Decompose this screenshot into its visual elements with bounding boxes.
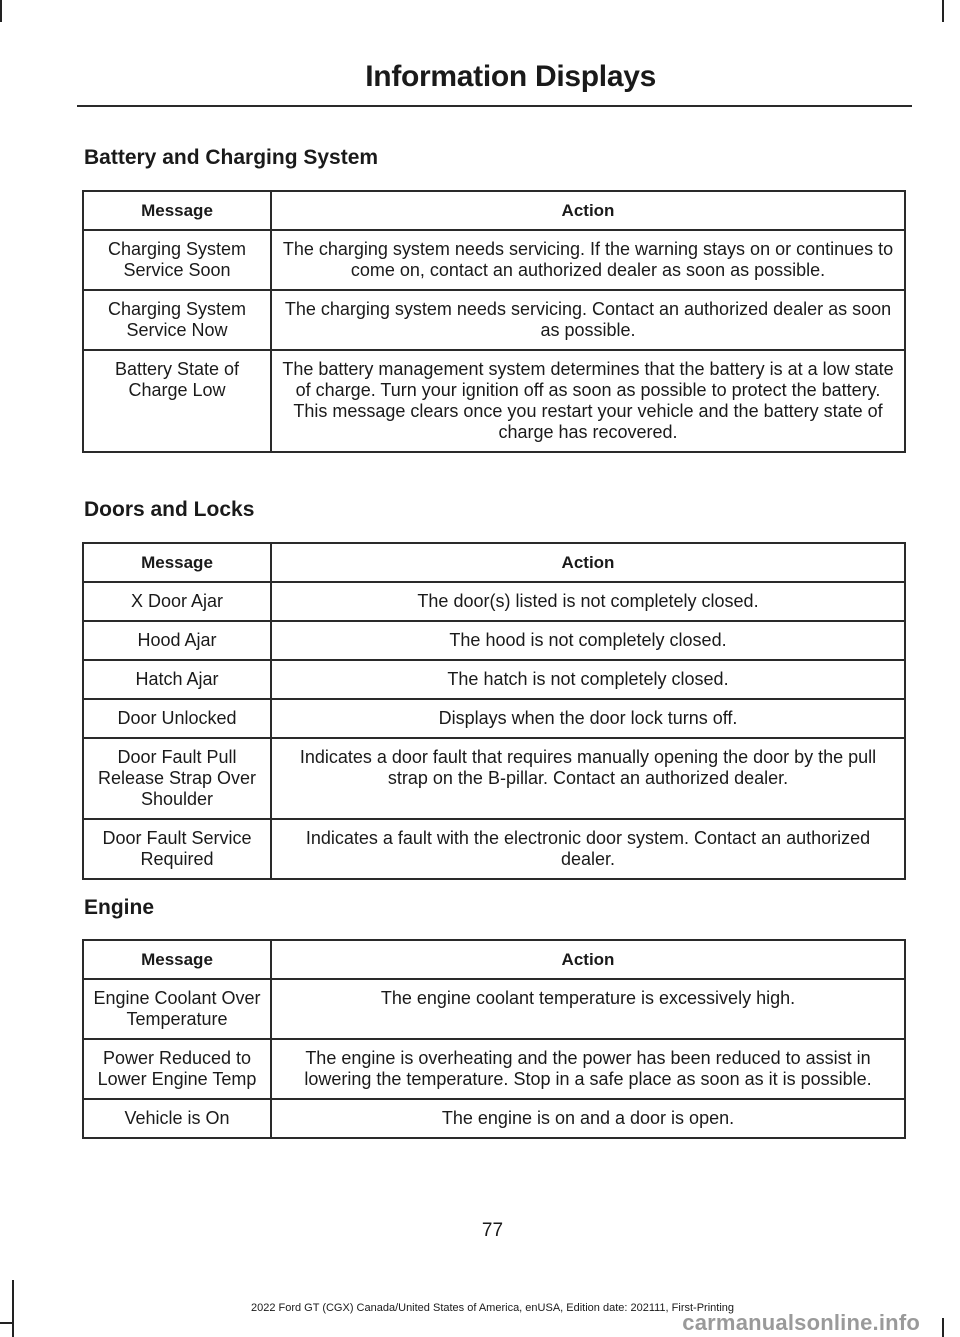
- message-cell: Charging System Service Soon: [83, 230, 271, 290]
- table-row: [83, 1039, 905, 1099]
- action-cell: The charging system needs servicing. Contact an authorized dealer as soon as possible.: [271, 290, 905, 350]
- table-row: [83, 979, 905, 1039]
- message-cell: Vehicle is On: [83, 1099, 271, 1138]
- message-cell: Hatch Ajar: [83, 660, 271, 699]
- action-cell: The engine coolant temperature is excessively high.: [271, 979, 905, 1039]
- table-row: [83, 819, 905, 879]
- action-cell: The engine is overheating and the power has been reduced to assist in lowering the temperature. Stop in a safe place as soon as it is possible.: [271, 1039, 905, 1099]
- column-header-message: Message: [83, 940, 271, 979]
- action-cell: The hood is not completely closed.: [271, 621, 905, 660]
- table-row: [83, 621, 905, 660]
- section-heading-battery: Battery and Charging System: [84, 146, 379, 169]
- page-number: 77: [481, 1220, 504, 1241]
- action-cell: The door(s) listed is not completely closed.: [271, 582, 905, 621]
- table-row: [83, 230, 905, 290]
- message-cell: Door Fault Service Required: [83, 819, 271, 879]
- table-row: [83, 699, 905, 738]
- edition-footer: 2022 Ford GT (CGX) Canada/United States of America, enUSA, Edition date: 202111, First-Printing: [250, 1302, 735, 1314]
- battery-charging-table: [82, 190, 906, 453]
- watermark: carmanualsonline.info: [682, 1310, 920, 1335]
- table-row: [83, 738, 905, 819]
- action-cell: The engine is on and a door is open.: [271, 1099, 905, 1138]
- message-cell: Engine Coolant Over Temperature: [83, 979, 271, 1039]
- crop-mark-bottom-right: [942, 1318, 944, 1337]
- section-heading-doors: Doors and Locks: [84, 498, 255, 521]
- action-cell: The battery management system determines that the battery is at a low state of charge. Turn your ignition off as soon as possible to protect the battery. This message clears once you restart your vehicle and the battery state of charge has recovered.: [271, 350, 905, 452]
- message-cell: Power Reduced to Lower Engine Temp: [83, 1039, 271, 1099]
- table-row: [83, 582, 905, 621]
- action-cell: The hatch is not completely closed.: [271, 660, 905, 699]
- message-cell: Door Unlocked: [83, 699, 271, 738]
- action-cell: Indicates a door fault that requires manually opening the door by the pull strap on the B-pillar. Contact an authorized dealer.: [271, 738, 905, 819]
- message-cell: Charging System Service Now: [83, 290, 271, 350]
- table-header-row: [83, 543, 905, 582]
- message-cell: X Door Ajar: [83, 582, 271, 621]
- message-cell: Hood Ajar: [83, 621, 271, 660]
- table-header-row: [83, 940, 905, 979]
- table-header-row: [83, 191, 905, 230]
- action-cell: Indicates a fault with the electronic door system. Contact an authorized dealer.: [271, 819, 905, 879]
- header-rule: [77, 105, 912, 107]
- table-row: [83, 1099, 905, 1138]
- column-header-message: Message: [83, 191, 271, 230]
- message-cell: Door Fault Pull Release Strap Over Shoulder: [83, 738, 271, 819]
- section-heading-engine: Engine: [84, 896, 155, 919]
- doors-locks-table: [82, 542, 906, 880]
- crop-mark-bottom-left-h: [0, 1322, 14, 1324]
- column-header-message: Message: [83, 543, 271, 582]
- page-title: Information Displays: [365, 60, 656, 93]
- column-header-action: Action: [271, 191, 905, 230]
- message-cell: Battery State of Charge Low: [83, 350, 271, 452]
- table-row: [83, 290, 905, 350]
- action-cell: Displays when the door lock turns off.: [271, 699, 905, 738]
- column-header-action: Action: [271, 940, 905, 979]
- table-row: [83, 660, 905, 699]
- action-cell: The charging system needs servicing. If the warning stays on or continues to come on, contact an authorized dealer as soon as possible.: [271, 230, 905, 290]
- engine-table: [82, 939, 906, 1139]
- column-header-action: Action: [271, 543, 905, 582]
- table-row: [83, 350, 905, 452]
- crop-mark-top-left: [0, 0, 2, 22]
- crop-mark-top-right: [942, 0, 944, 22]
